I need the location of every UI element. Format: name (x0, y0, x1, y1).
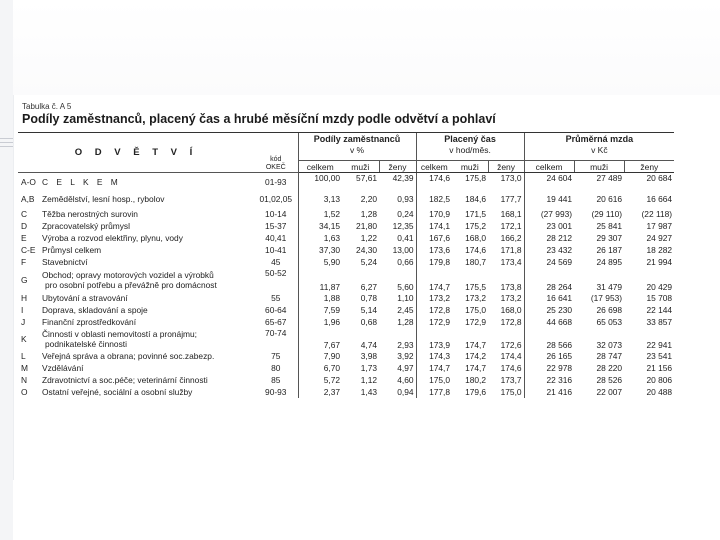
odvetvi-header: O D V Ě T V Í (18, 133, 254, 173)
value-cell: 16 664 (646, 194, 673, 204)
value-cell: 173,2 (416, 292, 452, 304)
row-label-line: podnikatelské činnosti (45, 338, 127, 349)
value-cell: 173,9 (416, 328, 452, 350)
row-okec-code: 55 (271, 292, 281, 303)
value-cell: 5,72 (298, 374, 342, 386)
group-header-hours-title: Placený čas (444, 134, 496, 144)
row-okec-code: 85 (271, 374, 281, 385)
row-label-line: Doprava, skladování a spoje (42, 304, 148, 315)
slide-left-band (0, 0, 13, 540)
value-cell: 24 895 (596, 256, 623, 267)
value-cell: 11,87 (298, 268, 342, 292)
value-cell: 16 641 (524, 292, 574, 304)
kod-header-top: kód (270, 156, 282, 163)
value-cell: 3,98 (360, 350, 378, 361)
value-cell: 25 230 (524, 304, 574, 316)
row-label (40, 220, 254, 232)
value-cell: 37,30 (298, 244, 342, 256)
value-cell: 174,1 (416, 220, 452, 232)
row-code: I (21, 304, 24, 315)
value-cell: 24 569 (524, 256, 574, 268)
value-cell: 1,43 (360, 386, 378, 397)
row-label (40, 173, 254, 191)
value-cell: 175,0 (416, 374, 452, 386)
subheader-cell: ženy (488, 161, 524, 173)
value-cell: 172,9 (416, 316, 452, 328)
value-cell: 173,2 (500, 292, 522, 303)
group-header-wage-title: Průměrná mzda (565, 134, 634, 144)
value-cell: 20 684 (646, 173, 673, 183)
value-cell: 1,88 (298, 292, 342, 304)
value-cell: 6,70 (298, 362, 342, 374)
value-cell: 1,22 (360, 232, 378, 243)
value-cell: 174,6 (465, 244, 487, 255)
table-row (18, 316, 674, 328)
value-cell: 177,7 (500, 194, 522, 204)
value-cell: 12,35 (392, 220, 414, 231)
value-cell: 174,7 (416, 362, 452, 374)
value-cell: 174,7 (465, 339, 487, 350)
table-row (18, 244, 674, 256)
value-cell: 180,2 (465, 374, 487, 385)
subheader-cell: muži (452, 161, 488, 173)
row-label (40, 386, 254, 398)
value-cell: (17 953) (590, 292, 623, 303)
row-label-line: Finanční zprostředkování (42, 316, 137, 327)
value-cell: 20 806 (646, 374, 673, 385)
row-label (40, 244, 254, 256)
row-label (40, 350, 254, 362)
value-cell: 5,14 (360, 304, 378, 315)
row-okec-code: 50-52 (265, 267, 287, 278)
row-okec-code: 40,41 (265, 232, 287, 243)
value-cell: 1,52 (298, 208, 342, 220)
value-cell: 2,20 (360, 194, 378, 204)
subheader-cell: celkem (298, 161, 342, 173)
value-cell: 33 857 (646, 316, 673, 327)
row-label-line: Vzdělávání (42, 362, 84, 373)
table-row (18, 350, 674, 362)
value-cell: 65 053 (596, 316, 623, 327)
group-header-shares-unit: v % (349, 145, 365, 155)
table-row (18, 304, 674, 316)
value-cell: 172,1 (500, 220, 522, 231)
row-label-line: Výroba a rozvod elektřiny, plynu, vody (42, 232, 183, 243)
row-okec-code: 01,02,05 (259, 194, 293, 204)
row-okec-code: 60-64 (265, 304, 287, 315)
row-okec-code: 90-93 (265, 386, 287, 397)
value-cell: 26 698 (596, 304, 623, 315)
table-row (18, 220, 674, 232)
table-row (18, 292, 674, 304)
value-cell: 100,00 (298, 173, 342, 191)
row-code: G (21, 274, 28, 285)
value-cell: 22 316 (524, 374, 574, 386)
value-cell: 1,96 (298, 316, 342, 328)
value-cell: 28 566 (524, 328, 574, 350)
value-cell: 173,2 (465, 292, 487, 303)
value-cell: 2,37 (298, 386, 342, 398)
value-cell: 179,8 (416, 256, 452, 268)
value-cell: 24,30 (356, 244, 378, 255)
row-label-line: Obchod; opravy motorových vozidel a výrobků (42, 269, 214, 280)
value-cell: 5,90 (298, 256, 342, 268)
row-label (40, 208, 254, 220)
row-code: J (21, 316, 26, 327)
value-cell: 174,3 (416, 350, 452, 362)
row-label-line: Ostatní veřejné, sociální a osobní služby (42, 386, 193, 397)
row-label (40, 362, 254, 374)
value-cell: 22 144 (646, 304, 673, 315)
value-cell: 179,6 (465, 386, 487, 397)
value-cell: 22 978 (524, 362, 574, 374)
row-label-line: Veřejná správa a obrana; povinné soc.zabezp. (42, 350, 215, 361)
value-cell: 172,8 (500, 316, 522, 327)
value-cell: 7,67 (298, 328, 342, 350)
value-cell: 173,8 (500, 281, 522, 292)
value-cell: 24 604 (524, 173, 574, 191)
subheader-cell: muži (342, 161, 379, 173)
table-row (18, 328, 674, 350)
value-cell: 174,6 (416, 173, 452, 191)
value-cell: 184,6 (465, 194, 487, 204)
row-okec-code: 70-74 (265, 327, 287, 338)
value-cell: 167,6 (416, 232, 452, 244)
group-header-hours (416, 133, 524, 161)
group-header-shares-title: Podíly zaměstnanců (313, 134, 401, 144)
group-header-shares (298, 133, 416, 161)
table-row (18, 256, 674, 268)
row-code: A-O (21, 176, 36, 187)
row-label (40, 328, 254, 350)
row-label-line: Zdravotnictví a soc.péče; veterinární činnosti (42, 374, 208, 385)
row-okec-code: 10-14 (265, 208, 287, 219)
value-cell: 22 007 (596, 386, 623, 397)
header-row-groups (18, 133, 674, 161)
value-cell: 22 941 (646, 339, 673, 350)
value-cell: (22 118) (641, 208, 673, 219)
table-row (18, 268, 674, 292)
value-cell: 0,94 (397, 386, 414, 397)
value-cell: 2,45 (397, 304, 414, 315)
value-cell: 44 668 (524, 316, 574, 328)
value-cell: 175,8 (465, 173, 487, 183)
value-cell: 18 282 (646, 244, 673, 255)
value-cell: 175,0 (465, 304, 487, 315)
value-cell: 19 441 (524, 191, 574, 208)
value-cell: 0,41 (397, 232, 414, 243)
value-cell: 174,6 (500, 362, 522, 373)
table-row (18, 374, 674, 386)
table-body (18, 173, 674, 398)
row-okec-code: 45 (271, 256, 281, 267)
value-cell: 175,0 (500, 386, 522, 397)
value-cell: 0,66 (397, 256, 414, 267)
value-cell: 171,8 (500, 244, 522, 255)
row-code: L (21, 350, 26, 361)
group-header-wage (524, 133, 674, 161)
value-cell: 28 264 (524, 268, 574, 292)
value-cell: 173,0 (500, 173, 522, 183)
row-okec-code: 15-37 (265, 220, 287, 231)
value-cell: (27 993) (524, 208, 574, 220)
row-label-line: Zpracovatelský průmysl (42, 220, 130, 231)
row-label-line: Činnosti v oblasti nemovitostí a pronájmu; (42, 328, 198, 339)
row-okec-code: 80 (271, 362, 281, 373)
value-cell: 1,63 (298, 232, 342, 244)
value-cell: 174,2 (465, 350, 487, 361)
value-cell: (29 110) (591, 208, 623, 219)
value-cell: 17 987 (646, 220, 673, 231)
value-cell: 173,7 (500, 374, 522, 385)
value-cell: 4,97 (397, 362, 414, 373)
subheader-cell: muži (574, 161, 624, 173)
value-cell: 26 165 (524, 350, 574, 362)
value-cell: 23 001 (524, 220, 574, 232)
row-label-line: Ubytování a stravování (42, 292, 128, 303)
table-sheet (13, 95, 678, 480)
value-cell: 42,39 (392, 173, 414, 183)
value-cell: 3,92 (397, 350, 414, 361)
value-cell: 7,59 (298, 304, 342, 316)
row-code: H (21, 292, 28, 303)
table-title: Podíly zaměstnanců, placený čas a hrubé měsíční mzdy podle odvětví a pohlaví (22, 112, 496, 126)
row-code: K (21, 333, 27, 344)
value-cell: 0,68 (360, 316, 378, 327)
row-okec-code: 01-93 (265, 176, 287, 187)
value-cell: 171,5 (465, 208, 487, 219)
value-cell: 23 432 (524, 244, 574, 256)
row-label (40, 268, 254, 292)
value-cell: 20 616 (596, 194, 623, 204)
value-cell: 0,93 (397, 194, 414, 204)
value-cell: 182,5 (416, 191, 452, 208)
subheader-cell: celkem (416, 161, 452, 173)
value-cell: 21 416 (524, 386, 574, 398)
table-row (18, 208, 674, 220)
value-cell: 20 488 (646, 386, 673, 397)
subheader-cell: celkem (524, 161, 574, 173)
row-okec-code: 65-67 (265, 316, 287, 327)
row-label-line: C E L K E M (42, 176, 121, 187)
value-cell: 15 708 (646, 292, 673, 303)
subheader-cell: ženy (379, 161, 416, 173)
row-label (40, 316, 254, 328)
value-cell: 27 489 (596, 173, 623, 183)
value-cell: 175,2 (465, 220, 487, 231)
value-cell: 28 526 (596, 374, 623, 385)
value-cell: 4,74 (360, 339, 378, 350)
row-label (40, 191, 254, 208)
value-cell: 0,24 (397, 208, 414, 219)
row-code: N (21, 374, 28, 385)
row-code: M (21, 362, 28, 373)
value-cell: 180,7 (465, 256, 487, 267)
value-cell: 5,60 (397, 281, 414, 292)
value-cell: 173,6 (416, 244, 452, 256)
value-cell: 1,28 (397, 316, 414, 327)
value-cell: 1,28 (360, 208, 378, 219)
value-cell: 168,0 (500, 304, 522, 315)
value-cell: 166,2 (500, 232, 522, 243)
subheader-cell: ženy (624, 161, 674, 173)
row-label-line: pro osobní potřebu a převážně pro domácnost (45, 279, 217, 290)
value-cell: 177,8 (416, 386, 452, 398)
value-cell: 174,4 (500, 350, 522, 361)
value-cell: 28 212 (524, 232, 574, 244)
value-cell: 25 841 (596, 220, 623, 231)
value-cell: 173,4 (500, 256, 522, 267)
value-cell: 174,7 (465, 362, 487, 373)
value-cell: 28 220 (596, 362, 623, 373)
row-label (40, 304, 254, 316)
value-cell: 2,93 (397, 339, 414, 350)
row-code: C-E (21, 244, 36, 255)
value-cell: 28 747 (596, 350, 623, 361)
value-cell: 1,10 (397, 292, 414, 303)
value-cell: 24 927 (646, 232, 673, 243)
value-cell: 175,5 (465, 281, 487, 292)
row-code: A,B (21, 194, 35, 204)
value-cell: 32 073 (596, 339, 623, 350)
row-label (40, 292, 254, 304)
row-code: F (21, 256, 27, 267)
wages-table (18, 132, 674, 398)
table-row-total (18, 173, 674, 191)
value-cell: 172,6 (500, 339, 522, 350)
value-cell: 4,60 (397, 374, 414, 385)
value-cell: 174,7 (416, 268, 452, 292)
value-cell: 172,8 (416, 304, 452, 316)
row-label-line: Zemědělství, lesní hosp., rybolov (42, 194, 165, 204)
value-cell: 6,27 (360, 281, 378, 292)
value-cell: 5,24 (360, 256, 378, 267)
group-header-wage-unit: v Kč (591, 145, 608, 155)
row-okec-code: 75 (271, 350, 281, 361)
value-cell: 168,1 (500, 208, 522, 219)
row-label-line: Stavebnictví (42, 256, 88, 267)
row-code: E (21, 232, 27, 243)
value-cell: 26 187 (596, 244, 623, 255)
value-cell: 21 156 (646, 362, 673, 373)
value-cell: 7,90 (298, 350, 342, 362)
row-okec-code: 10-41 (265, 244, 287, 255)
value-cell: 170,9 (416, 208, 452, 220)
value-cell: 0,78 (360, 292, 378, 303)
table-row (18, 386, 674, 398)
value-cell: 1,73 (360, 362, 378, 373)
value-cell: 20 429 (646, 281, 673, 292)
value-cell: 23 541 (646, 350, 673, 361)
group-header-hours-unit: v hod/měs. (449, 145, 491, 155)
table-row (18, 191, 674, 208)
value-cell: 57,61 (356, 173, 378, 183)
value-cell: 13,00 (392, 244, 414, 255)
slide-background-top (0, 0, 720, 95)
row-code: O (21, 386, 28, 397)
value-cell: 1,12 (360, 374, 378, 385)
value-cell: 34,15 (298, 220, 342, 232)
value-cell: 168,0 (465, 232, 487, 243)
row-label (40, 374, 254, 386)
row-label (40, 232, 254, 244)
kod-header (254, 133, 298, 173)
row-code: D (21, 220, 28, 231)
kod-header-bottom: OKEČ (265, 164, 286, 171)
value-cell: 29 307 (596, 232, 623, 243)
value-cell: 21,80 (356, 220, 378, 231)
value-cell: 3,13 (298, 191, 342, 208)
table-row (18, 232, 674, 244)
table-caption: Tabulka č. A 5 (22, 102, 72, 111)
row-code: C (21, 208, 28, 219)
row-label-line: Průmysl celkem (42, 244, 102, 255)
value-cell: 172,9 (465, 316, 487, 327)
value-cell: 21 994 (646, 256, 673, 267)
row-label-line: Těžba nerostných surovin (42, 208, 138, 219)
row-label (40, 256, 254, 268)
value-cell: 31 479 (596, 281, 623, 292)
table-row (18, 362, 674, 374)
